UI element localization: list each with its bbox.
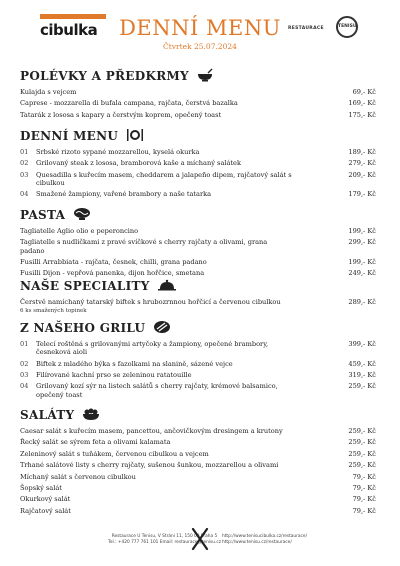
- header: [20, 0, 380, 62]
- plate-cutlery-icon: [126, 128, 144, 145]
- menu-item: 03 Quesadilla s kuřecím masem, cheddarem a jalapeño dipem, rajčatový salát s cibulkou 209,- Kč: [20, 170, 376, 187]
- menu-item: Tatarák z lososa s kapary a čerstvým koprem, opečený toast 175,- Kč: [20, 110, 376, 119]
- section-speciality: [20, 278, 376, 319]
- section-title: DENNÍ MENU: [20, 129, 119, 143]
- section-title: Z NAŠEHO GRILU: [20, 321, 146, 335]
- restaurace-tenisu-logo: [288, 16, 358, 42]
- menu-item: Šopský salát 79,- Kč: [20, 483, 376, 492]
- menu-item: Fusilli Arrabbiata - rajčata, česnek, chilli, grana padano 199,- Kč: [20, 257, 376, 266]
- menu-item: Trhané salátové listy s cherry rajčaty, sušenou šunkou, mozzarellou a olivami 259,- Kč: [20, 461, 376, 470]
- item-subtext: 6 ks smažených topinek: [20, 308, 87, 315]
- soup-bowl-icon: [197, 68, 213, 85]
- section-gril: [20, 320, 376, 402]
- section-pasta: [20, 207, 376, 281]
- menu-item: 02 Biftek z mladého býka s fazolkami na slanině, sázené vejce 459,- Kč: [20, 359, 376, 368]
- pasta-bowl-icon: [73, 207, 91, 224]
- footer-link[interactable]: http://www.tenisucibulka.cz/restaurace/: [222, 534, 308, 539]
- menu-item: Míchaný salát s červenou cibulkou 79,- Kč: [20, 472, 376, 481]
- menu-item: Čerstvě namíchaný tatarský biftek s hrubozrnnou hořčicí a červenou cibulkou 6 ks smažených topinek 289,- Kč: [20, 298, 376, 315]
- menu-item: Fusilli Dijon - vepřová panenka, dijon hořčice, smetana 249,- Kč: [20, 269, 376, 278]
- footer-link[interactable]: http://www.tenisu.cz/restaurace/: [222, 540, 292, 545]
- section-denni-menu: [20, 128, 376, 202]
- menu-item: Rajčatový salát 79,- Kč: [20, 506, 376, 515]
- section-heading: [20, 407, 376, 423]
- section-heading: [20, 320, 376, 336]
- section-title: POLÉVKY A PŘEDKRMY: [20, 69, 189, 83]
- footer-links: [222, 534, 307, 546]
- footer: [0, 528, 400, 554]
- section-heading: [20, 128, 376, 144]
- menu-item: Zeleninový salát s tuňákem, červenou cibulkou a vejcem 259,- Kč: [20, 449, 376, 458]
- crossed-cutlery-icon: [190, 528, 210, 554]
- section-title: NAŠE SPECIALITY: [20, 279, 150, 293]
- salad-bowl-icon: [82, 407, 100, 424]
- footer-contact: Restaurace U Tenisu, V Stráni 11, 150 00 Praha 5 Tel.: +420 777 761 101 Email: restaurace@tenisu.cz: [108, 534, 222, 545]
- menu-date: Čtvrtek 25.07.2024: [163, 42, 237, 51]
- section-heading: [20, 278, 376, 294]
- menu-item: Kulajda s vejcem 69,- Kč: [20, 88, 376, 96]
- menu-item: Caprese - mozzarella di bufala campana, rajčata, čerstvá bazalka 169,- Kč: [20, 99, 376, 108]
- section-heading: [20, 207, 376, 223]
- menu-item: Řecký salát se sýrem feta a olivami kalamata 259,- Kč: [20, 438, 376, 447]
- menu-item: Tagliatelle Aglio olio e peperoncino 199,- Kč: [20, 227, 376, 235]
- menu-item: 03 Filírované kachní prso se zeleninou ratatouille 319,- Kč: [20, 370, 376, 379]
- grill-meat-icon: [153, 320, 171, 337]
- menu-item: Tagliatelle s nudličkami z pravé svíčkové s cherry rajčaty a olivami, grana padano 299,- Kč: [20, 238, 376, 255]
- logo-right-circle-text: TENISU: [338, 24, 357, 29]
- menu-item: 01 Srbské rizoto sypané mozzarellou, kyselá okurka 189,- Kč: [20, 148, 376, 156]
- menu-item: 02 Grilovaný steak z lososa, bramborová kaše a míchaný salátek 279,- Kč: [20, 159, 376, 168]
- menu-item: 04 Smažené žampiony, vařené brambory a naše tatarka 179,- Kč: [20, 190, 376, 199]
- menu-item: 01 Telecí roštěná s grilovanými artyčoky a žampiony, opečené brambory, česneková aioli 399,- Kč: [20, 340, 376, 357]
- menu-item: 04 Grilovaný kozí sýr na listech salátů s cherry rajčaty, krémové balsamico, opečený toast 259,- Kč: [20, 382, 376, 399]
- section-heading: [20, 68, 376, 84]
- section-title: SALÁTY: [20, 408, 75, 422]
- menu-item: Caesar salát s kuřecím masem, pancettou, ančovičkovým dresingem a krutony 259,- Kč: [20, 427, 376, 435]
- cloche-icon: [158, 279, 176, 294]
- section-salaty: [20, 407, 376, 518]
- page-title: DENNÍ MENU: [119, 16, 281, 40]
- menu-item: Okurkový salát 79,- Kč: [20, 495, 376, 504]
- logo-right-text: RESTAURACE: [288, 26, 324, 31]
- section-polevky: [20, 68, 376, 122]
- logo-left-text: cibulka: [40, 21, 98, 39]
- section-title: PASTA: [20, 208, 66, 222]
